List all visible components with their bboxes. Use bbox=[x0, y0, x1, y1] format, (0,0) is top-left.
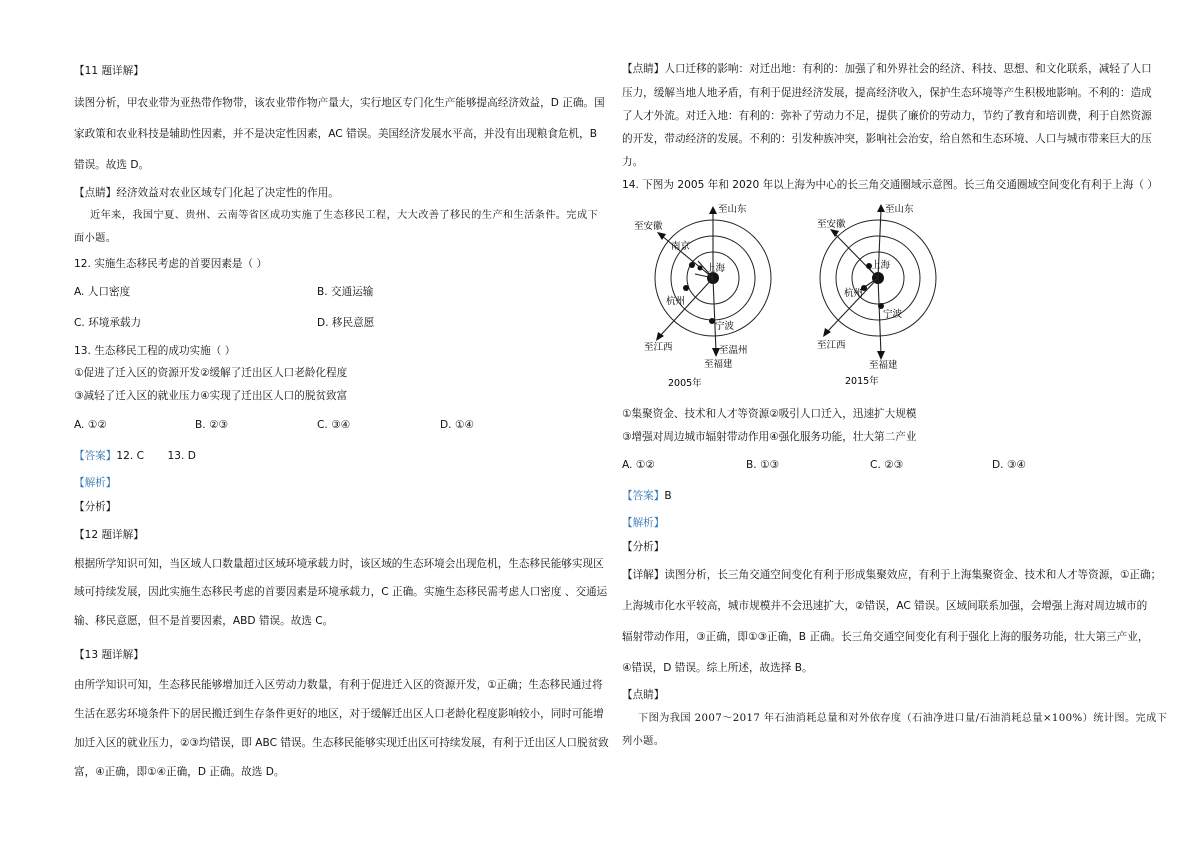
label-to-anhui: 至安徽 bbox=[634, 221, 663, 232]
q14-option-b: B. ①③ bbox=[746, 459, 779, 471]
label-ningbo: 宁波 bbox=[715, 321, 735, 332]
label-shanghai: 上海 bbox=[706, 263, 726, 274]
label-to-jiangxi: 至江西 bbox=[817, 340, 846, 351]
tip2-line: 列小题。 bbox=[622, 736, 665, 747]
analysis-tag: 【解析】 bbox=[622, 517, 665, 529]
q13-detail-line: 富，④正确，即①④正确，D 正确。故选 D。 bbox=[74, 766, 285, 778]
answer-tag: 【答案】 bbox=[622, 490, 665, 502]
detail-line: 辐射带动作用，③正确，即①③正确，B 正确。长三角交通空间变化有利于强化上海的服务功能，壮大第三产业， bbox=[622, 631, 1149, 643]
label-hangzhou: 杭州 bbox=[844, 288, 864, 299]
tip-line: 了人才外流。对迁入地：有利的：弥补了劳动力不足，提供了廉价的劳动力，节约了教育和培训费，利于自然资源 bbox=[622, 110, 1152, 122]
label-to-wenzhou: 至温州 bbox=[719, 345, 748, 356]
fenxi-tag: 【分析】 bbox=[622, 541, 665, 553]
q12-detail-line: 输、移民意愿，但不是首要因素，ABD 错误。故选 C。 bbox=[74, 615, 334, 627]
q13-detail-line: 加迁入区的就业压力，②③均错误，即 ABC 错误。生态移民能够实现迁出区可持续发展，有利于迁出区人口脱贫致 bbox=[74, 737, 609, 749]
answer-value: 12. C 13. D bbox=[116, 450, 196, 462]
q11-detail-line: 读图分析，甲农业带为亚热带作物带，该农业带作物产量大，实行地区专门化生产能够提高经济效益，D 正确。国 bbox=[74, 97, 605, 109]
detail-line: ④错误，D 错误。综上所述，故选择 B。 bbox=[622, 662, 813, 674]
map-2015 bbox=[817, 196, 987, 392]
q14-statement: ③增强对周边城市辐射带动作用④强化服务功能，壮大第二产业 bbox=[622, 431, 917, 443]
label-to-fujian: 至福建 bbox=[869, 360, 898, 371]
detail-line: 上海城市化水平较高，城市规模并不会迅速扩大，②错误，AC 错误。区域间联系加强，会增强上海对周边城市的 bbox=[622, 600, 1148, 612]
label-to-anhui: 至安徽 bbox=[817, 219, 846, 230]
q11-detail-line: 错误。故选 D。 bbox=[74, 159, 150, 171]
q13-stem: 13. 生态移民工程的成功实施（ ） bbox=[74, 345, 236, 357]
map-2005 bbox=[622, 196, 822, 392]
q14-option-d: D. ③④ bbox=[992, 459, 1026, 471]
q12-option-a: A. 人口密度 bbox=[74, 286, 131, 298]
q13-option-d: D. ①④ bbox=[440, 419, 474, 431]
detail-line: 【详解】读图分析，长三角交通空间变化有利于形成集聚效应，有利于上海集聚资金、技术和人才等资源，①正确； bbox=[622, 569, 1162, 581]
label-to-shandong: 至山东 bbox=[885, 204, 914, 215]
intro-line: 近年来，我国宁夏、贵州、云南等省区成功实施了生态移民工程，大大改善了移民的生产和生活条件。完成下 bbox=[90, 210, 599, 221]
answer-value: B bbox=[664, 490, 672, 502]
year-2005-label: 2005年 bbox=[668, 378, 702, 389]
q12-option-c: C. 环境承载力 bbox=[74, 317, 142, 329]
q13-option-a: A. ①② bbox=[74, 419, 107, 431]
label-to-jiangxi: 至江西 bbox=[644, 342, 673, 353]
q11-tip: 【点睛】经济效益对农业区域专门化起了决定性的作用。 bbox=[74, 187, 339, 199]
analysis-tag: 【解析】 bbox=[74, 477, 117, 489]
label-to-fujian: 至福建 bbox=[704, 359, 733, 370]
q11-detail-line: 家政策和农业科技是辅助性因素，并不是决定性因素，AC 错误。美国经济发展水平高，并没有出现粮食危机，B bbox=[74, 128, 597, 140]
q13-detail-heading: 【13 题详解】 bbox=[74, 649, 144, 661]
q12-option-d: D. 移民意愿 bbox=[317, 317, 375, 329]
q14-stem: 14. 下图为 2005 年和 2020 年以上海为中心的长三角交通圈域示意图。长三角交通圈域空间变化有利于上海（ ） bbox=[622, 179, 1158, 191]
tip-line: 力。 bbox=[622, 156, 644, 168]
label-ningbo: 宁波 bbox=[883, 309, 903, 320]
label-hangzhou: 杭州 bbox=[666, 296, 686, 307]
label-shanghai: 上海 bbox=[871, 260, 891, 271]
q12-detail-heading: 【12 题详解】 bbox=[74, 529, 144, 541]
q13-detail-line: 生活在恶劣环境条件下的居民搬迁到生存条件更好的地区，对于缓解迁出区人口老龄化程度影响较小，同时可能增 bbox=[74, 708, 604, 720]
fenxi-tag: 【分析】 bbox=[74, 501, 117, 513]
nanjing-dot bbox=[689, 262, 695, 268]
hangzhou-dot bbox=[683, 285, 689, 291]
tip2-heading: 【点睛】 bbox=[622, 689, 665, 701]
tip-line: 压力，缓解当地人地矛盾，有利于促进经济发展，提高经济收入，保护生态环境等产生积极地影响。不利的：造成 bbox=[622, 87, 1152, 99]
answer-line bbox=[74, 449, 196, 463]
q12-stem: 12. 实施生态移民考虑的首要因素是（ ） bbox=[74, 258, 268, 270]
q13-statement: ①促进了迁入区的资源开发②缓解了迁出区人口老龄化程度 bbox=[74, 367, 348, 379]
answer-line bbox=[622, 489, 672, 503]
tip-line: 的开发，带动经济的发展。不利的：引发种族冲突，影响社会治安，给自然和生态环境、人口与城市带来巨大的压 bbox=[622, 133, 1152, 145]
label-to-shandong: 至山东 bbox=[718, 204, 747, 215]
answer-tag: 【答案】 bbox=[74, 450, 117, 462]
q14-option-c: C. ②③ bbox=[870, 459, 904, 471]
tip-line: 【点睛】人口迁移的影响：对迁出地：有利的：加强了和外界社会的经济、科技、思想、和文化联系，减轻了人口 bbox=[622, 63, 1152, 75]
q13-option-c: C. ③④ bbox=[317, 419, 351, 431]
q14-statement: ①集聚资金、技术和人才等资源②吸引人口迁入，迅速扩大规模 bbox=[622, 408, 917, 420]
q13-detail-line: 由所学知识可知，生态移民能够增加迁入区劳动力数量，有利于促进迁入区的资源开发，①正确；生态移民通过将 bbox=[74, 679, 603, 691]
q12-detail-line: 根据所学知识可知，当区域人口数量超过区域环境承载力时，该区域的生态环境会出现危机，生态移民能够实现区 bbox=[74, 558, 604, 570]
q12-option-b: B. 交通运输 bbox=[317, 286, 374, 298]
year-2015-label: 2015年 bbox=[845, 376, 879, 387]
q14-option-a: A. ①② bbox=[622, 459, 655, 471]
tip2-line: 下图为我国 2007～2017 年石油消耗总量和对外依存度（石油净进口量/石油消耗总量×100%）统计图。完成下 bbox=[638, 713, 1168, 724]
label-nanjing: 南京 bbox=[671, 241, 691, 252]
q13-statement: ③减轻了迁入区的就业压力④实现了迁出区人口的脱贫致富 bbox=[74, 390, 348, 402]
intro-line: 面小题。 bbox=[74, 233, 117, 244]
q12-detail-line: 域可持续发展，因此实施生态移民考虑的首要因素是环境承载力，C 正确。实施生态移民需考虑人口密度 、交通运 bbox=[74, 586, 608, 598]
q11-detail-heading: 【11 题详解】 bbox=[74, 65, 144, 77]
q13-option-b: B. ②③ bbox=[195, 419, 228, 431]
